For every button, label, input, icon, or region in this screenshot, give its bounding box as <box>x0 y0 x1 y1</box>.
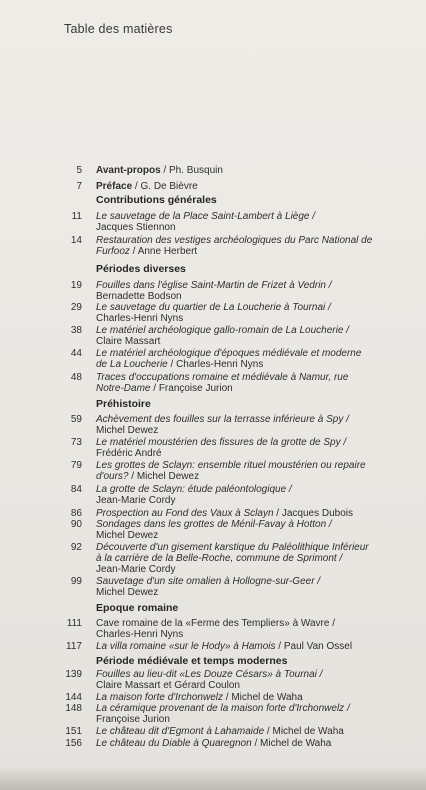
page-number: 84 <box>70 484 82 495</box>
entry-author: Jean-Marie Cordy <box>96 495 176 506</box>
page-number: 7 <box>76 181 82 192</box>
entry-title: Le château dit d'Egmont à Lahamaide <box>96 726 265 737</box>
page-number: 156 <box>65 738 82 749</box>
entry-author: Michel de Waha <box>260 738 332 749</box>
entry-author: Michel Dewez <box>96 530 159 541</box>
entry-author: Michel Dewez <box>96 425 159 436</box>
entry-author: Michel de Waha <box>272 726 344 737</box>
page-number: 90 <box>70 519 82 530</box>
entry-author: Michel Dewez <box>96 587 159 598</box>
entry-author: Charles-Henri Nyns <box>176 359 264 370</box>
entry-author: Ph. Busquin <box>168 165 223 176</box>
section-heading: Epoque romaine <box>96 602 179 614</box>
entry-title: Fouilles dans l'église Saint-Martin de Frizet à Vedrin / <box>96 280 332 291</box>
page-number: 48 <box>70 372 82 383</box>
entry-author: Michel de Waha <box>231 692 303 703</box>
page-number: 29 <box>70 302 82 313</box>
section-heading: Périodes diverses <box>96 263 186 275</box>
entry-title: Avant-propos <box>96 165 161 176</box>
page-number: 99 <box>70 576 82 587</box>
page-number: 79 <box>70 460 82 471</box>
page-title: Table des matières <box>64 22 173 36</box>
entry-title: Cave romaine de la «Ferme des Templiers» à Wavre / <box>96 618 335 629</box>
entry-title: Sondages dans les grottes de Ménil-Favay à Hotton / <box>96 519 332 530</box>
entry-title: Prospection au Fond des Vaux à Sclayn <box>96 508 274 519</box>
entry-title: Fouilles au lieu-dit «Les Douze Césars» à Tournai / <box>96 669 323 680</box>
entry-author: Françoise Jurion <box>96 714 170 725</box>
entry-title: Le sauvetage de la Place Saint-Lambert à Liège / <box>96 211 316 222</box>
entry-title: Préface <box>96 181 133 192</box>
entry-author: Jean-Marie Cordy <box>96 564 176 575</box>
page-number: 117 <box>66 641 82 652</box>
book-page: Table des matières 5 Avant-propos / Ph. Busquin 7 Préface / G. De Bièvre Contributions générales 11 Le sauvetage de la Place Saint-Lambert à Liège / Jacques Stiennon 14 Restauration des vestiges archéologiques du Parc National de Furfooz / Anne Herbert Périodes diverses 19 Fouilles dans l'église Saint-Martin de Frizet à Vedrin / Bernadette Bodson 29 Le sauvetage du quartier de La Loucherie à Tournai / Charles-Henri Nyns 38 Le matériel archéologique gallo-romain de La Loucherie / Claire Massart 44 Le matériel archéologique d'époques médiévale et moderne de La Loucherie / Charles-Henri Nyns 48 Traces d'occupations romaine et médiévale à Namur, rue Notre-Dame / Françoise Jurion Préhistoire 59 Achèvement des fouilles sur la terrasse inférieure à Spy / Michel Dewez 73 Le matériel moustérien des fissures de la grotte de Spy / Frédéric André 79 Les grottes de Sclayn: ensemble rituel moustérien ou repaire d'ours? / Michel Dewez 84 La grotte de Sclayn: étude paléontologique / Jean-Marie Cordy 86 Prospection au Fond des Vaux à Sclayn / Jacques Dubois 90 Sondages dans les grottes de Ménil-Favay à Hotton / Michel Dewez 92 Découverte d'un gisement karstique du Paléolithique Inférieur à la carrière de la Belle-Roche, commune de Sprimont / Jean-Marie Cordy 99 Sauvetage d'un site omalien à Hollogne-sur-Geer / Michel Dewez Epoque romaine 111 Cave romaine de la «Ferme des Templiers» à Wavre / Charles-Henri Nyns 117 La villa romaine «sur le Hody» à Hamois / Paul Van Ossel Période médiévale et temps modernes 139 Fouilles au lieu-dit «Les Douze Césars» à Tournai / Claire Massart et Gérard Coulon 144 La maison forte d'Irchonwelz / Michel de Waha 148 La céramique provenant de la maison forte d'Irchonwelz / Françoise Jurion 151 Le château dit d'Egmont à Lahamaide / Michel de Waha 156 Le château du Diable à Quaregnon / Michel de Waha <box>0 0 426 790</box>
entry-author: Françoise Jurion <box>158 383 233 394</box>
section-heading: Préhistoire <box>96 398 151 410</box>
entry-title: La grotte de Sclayn: étude paléontologique / <box>96 484 292 495</box>
entry-title: Restauration des vestiges archéologiques du Parc National de <box>96 235 373 246</box>
entry-title: Traces d'occupations romaine et médiévale à Namur, rue <box>96 372 349 383</box>
entry-author: G. De Bièvre <box>140 181 198 192</box>
entry-title: Découverte d'un gisement karstique du Paléolithique Inférieur <box>96 542 369 553</box>
page-number: 73 <box>70 437 82 448</box>
page-number: 86 <box>70 508 82 519</box>
page-number: 11 <box>71 211 82 222</box>
page-number: 44 <box>70 348 82 359</box>
entry-author: Anne Herbert <box>137 246 198 257</box>
entry-author: Frédéric André <box>96 448 162 459</box>
entry-author: Bernadette Bodson <box>96 291 182 302</box>
entry-author: Charles-Henri Nyns <box>96 313 184 324</box>
page-number: 19 <box>70 280 82 291</box>
entry-title: La villa romaine «sur le Hody» à Hamois <box>96 641 276 652</box>
entry-title: Le sauvetage du quartier de La Loucherie à Tournai / <box>96 302 331 313</box>
page-number: 111 <box>66 618 82 629</box>
entry-title: Le matériel archéologique d'époques médiévale et moderne <box>96 348 362 359</box>
page-number: 14 <box>70 235 82 246</box>
entry-title: Le château du Diable à Quaregnon <box>96 738 252 749</box>
page-number: 59 <box>70 414 82 425</box>
entry-author: Charles-Henri Nyns <box>96 629 184 640</box>
entry-author: Claire Massart et Gérard Coulon <box>96 680 240 691</box>
entry-author: Paul Van Ossel <box>283 641 353 652</box>
entry-author: Michel Dewez <box>136 471 200 482</box>
section-heading: Contributions générales <box>96 194 217 206</box>
page-edge-shadow <box>0 766 426 790</box>
page-number: 151 <box>65 726 82 737</box>
entry-title: Les grottes de Sclayn: ensemble rituel moustérien ou repaire <box>96 460 366 471</box>
entry-title: Le matériel archéologique gallo-romain de La Loucherie / <box>96 325 349 336</box>
page-number: 139 <box>65 669 82 680</box>
page-number: 38 <box>70 325 82 336</box>
entry-author: Jacques Dubois <box>281 508 354 519</box>
page-number: 92 <box>70 542 82 553</box>
entry-author: Jacques Stiennon <box>96 222 176 233</box>
entry-title: Le matériel moustérien des fissures de la grotte de Spy / <box>96 437 347 448</box>
page-number: 5 <box>76 165 82 176</box>
page-number: 148 <box>65 703 82 714</box>
entry-title: La maison forte d'Irchonwelz <box>96 692 223 703</box>
entry-title: Achèvement des fouilles sur la terrasse inférieure à Spy / <box>96 414 349 425</box>
entry-title: Sauvetage d'un site omalien à Hollogne-sur-Geer / <box>96 576 321 587</box>
entry-author: Claire Massart <box>96 336 161 347</box>
section-heading: Période médiévale et temps modernes <box>96 655 288 667</box>
entry-title: La céramique provenant de la maison forte d'Irchonwelz / <box>96 703 350 714</box>
page-number: 144 <box>65 692 82 703</box>
